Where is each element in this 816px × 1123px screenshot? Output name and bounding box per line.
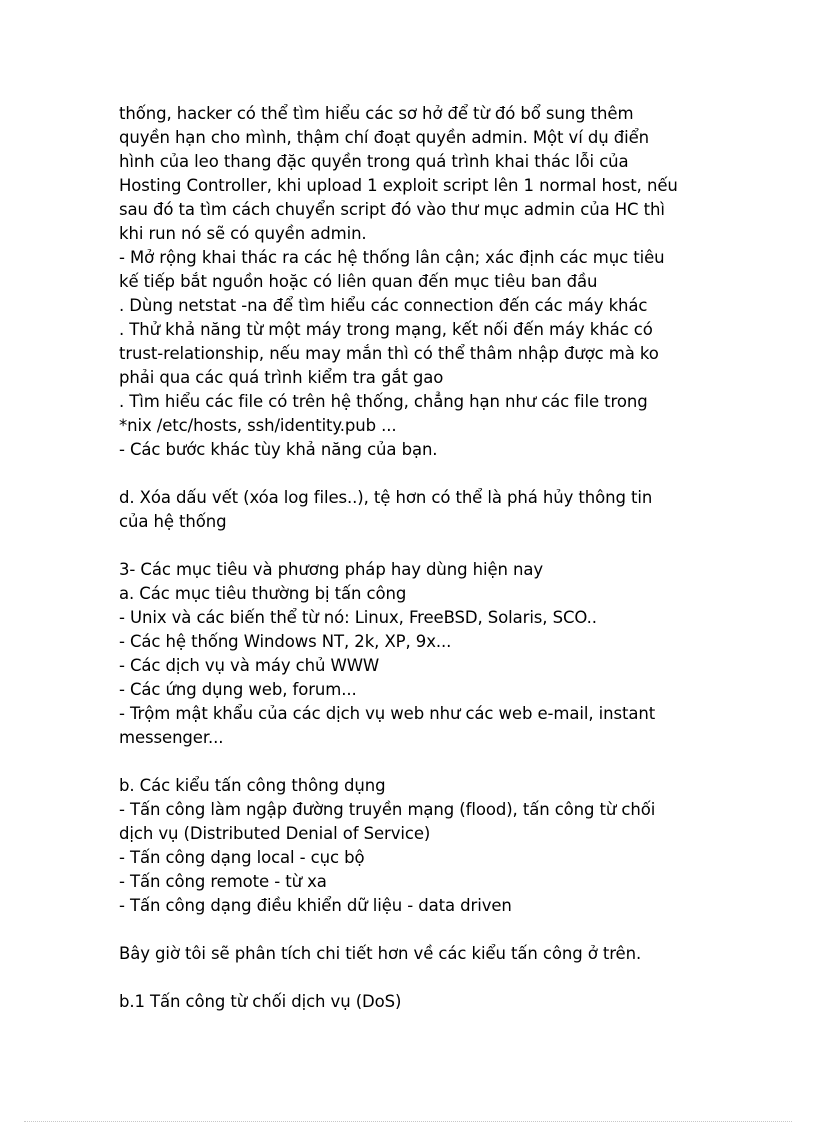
text-line: kế tiếp bắt nguồn hoặc có liên quan đến mục tiêu ban đầu [119, 272, 598, 291]
text-line: d. Xóa dấu vết (xóa log files..), tệ hơn có thể là phá hủy thông tin [119, 488, 653, 507]
text-line: b. Các kiểu tấn công thông dụng [119, 776, 386, 795]
text-line: trust-relationship, nếu may mắn thì có thể thâm nhập được mà ko [119, 344, 659, 363]
text-line: 3- Các mục tiêu và phương pháp hay dùng hiện nay [119, 560, 544, 579]
body-text [119, 102, 719, 1014]
text-line: - Tấn công làm ngập đường truyền mạng (flood), tấn công từ chối [119, 800, 656, 819]
blank-line [119, 534, 719, 558]
text-line: dịch vụ (Distributed Denial of Service) [119, 824, 431, 843]
text-line: - Các dịch vụ và máy chủ WWW [119, 656, 380, 675]
text-line: messenger... [119, 728, 224, 747]
text-line: thống, hacker có thể tìm hiểu các sơ hở để từ đó bổ sung thêm [119, 104, 634, 123]
text-line: Hosting Controller, khi upload 1 exploit script lên 1 normal host, nếu [119, 176, 678, 195]
text-line: - Các bước khác tùy khả năng của bạn. [119, 440, 438, 459]
text-line: của hệ thống [119, 512, 227, 531]
text-line: - Trộm mật khẩu của các dịch vụ web như các web e-mail, instant [119, 704, 656, 723]
text-line: . Dùng netstat -na để tìm hiểu các connection đến các máy khác [119, 296, 648, 315]
blank-line [119, 462, 719, 486]
blank-line [119, 918, 719, 942]
page-bottom-dotted-rule [24, 1121, 792, 1122]
text-line: . Tìm hiểu các file có trên hệ thống, chẳng hạn như các file trong [119, 392, 648, 411]
text-line: - Tấn công remote - từ xa [119, 872, 327, 891]
text-line: quyền hạn cho mình, thậm chí đoạt quyền admin. Một ví dụ điển [119, 128, 649, 147]
blank-line [119, 750, 719, 774]
text-line: khi run nó sẽ có quyền admin. [119, 224, 367, 243]
blank-line [119, 966, 719, 990]
text-line: - Tấn công dạng local - cục bộ [119, 848, 365, 867]
text-line: b.1 Tấn công từ chối dịch vụ (DoS) [119, 992, 402, 1011]
text-line: *nix /etc/hosts, ssh/identity.pub ... [119, 416, 397, 435]
text-line: a. Các mục tiêu thường bị tấn công [119, 584, 407, 603]
text-line: sau đó ta tìm cách chuyển script đó vào thư mục admin của HC thì [119, 200, 665, 219]
text-line: - Các hệ thống Windows NT, 2k, XP, 9x... [119, 632, 452, 651]
text-line: phải qua các quá trình kiểm tra gắt gao [119, 368, 444, 387]
text-line: - Unix và các biến thể từ nó: Linux, FreeBSD, Solaris, SCO.. [119, 608, 597, 627]
text-line: hình của leo thang đặc quyền trong quá trình khai thác lỗi của [119, 152, 629, 171]
text-line: - Mở rộng khai thác ra các hệ thống lân cận; xác định các mục tiêu [119, 248, 665, 267]
text-line: . Thử khả năng từ một máy trong mạng, kết nối đến máy khác có [119, 320, 653, 339]
text-line: Bây giờ tôi sẽ phân tích chi tiết hơn về các kiểu tấn công ở trên. [119, 944, 642, 963]
text-line: - Tấn công dạng điều khiển dữ liệu - data driven [119, 896, 512, 915]
text-line: - Các ứng dụng web, forum... [119, 680, 357, 699]
